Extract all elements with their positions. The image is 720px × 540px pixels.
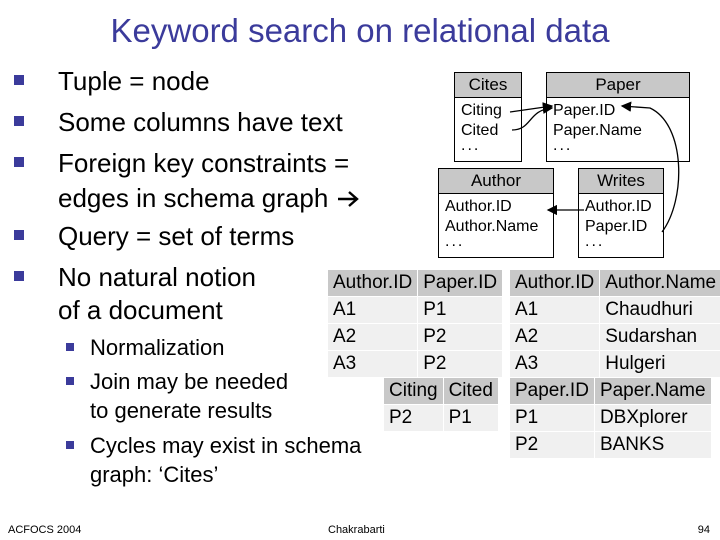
table-cell: A3	[328, 351, 418, 378]
column-header: Author.ID	[510, 270, 600, 297]
table-cell: Chaudhuri	[600, 297, 720, 324]
table-header-row	[510, 378, 711, 405]
sub-bullet: Normalization	[66, 333, 225, 362]
column-header: Author.ID	[328, 270, 418, 297]
sub-bullet-continuation: graph: ‘Cites’	[90, 462, 219, 487]
table-cell: A2	[510, 324, 600, 351]
footer-center: Chakrabarti	[328, 524, 385, 536]
table-row	[328, 297, 503, 324]
table-cell: DBXplorer	[594, 405, 711, 432]
table-row	[510, 351, 720, 378]
slide-title: Keyword search on relational data	[110, 12, 610, 49]
table-row	[510, 405, 711, 432]
sub-bullet-continuation: to generate results	[90, 398, 273, 423]
edge-writes-to-paper	[622, 106, 679, 232]
writes-table	[328, 270, 503, 378]
schema-node-cites: Cites Citing Cited ...	[454, 72, 522, 162]
table-cell: Sudarshan	[600, 324, 720, 351]
bullet: Tuple = node	[14, 64, 210, 98]
table-row	[510, 324, 720, 351]
sub-bullet: Join may be needed	[66, 367, 288, 396]
table-cell: P1	[443, 405, 498, 432]
table-header-row	[384, 378, 498, 405]
bullet: Some columns have text	[14, 105, 343, 139]
table-cell: P2	[418, 324, 503, 351]
cites-table	[384, 378, 499, 432]
table-cell: Hulgeri	[600, 351, 720, 378]
column-header: Paper.ID	[510, 378, 594, 405]
sub-bullet: Cycles may exist in schema	[66, 431, 361, 460]
schema-node-author: Author Author.ID Author.Name ...	[438, 168, 554, 258]
column-header: Cited	[443, 378, 498, 405]
column-header: Citing	[384, 378, 443, 405]
table-cell: P2	[418, 351, 503, 378]
footer-left: ACFOCS 2004	[8, 524, 82, 536]
author-table	[510, 270, 720, 378]
table-cell: A2	[328, 324, 418, 351]
table-row	[510, 297, 720, 324]
column-header: Author.Name	[600, 270, 720, 297]
bullet: No natural notion	[14, 260, 256, 294]
table-row	[384, 405, 498, 432]
schema-node-writes: Writes Author.ID Paper.ID ...	[578, 168, 664, 258]
bullet: Query = set of terms	[14, 219, 294, 253]
bullet-continuation: edges in schema graph	[58, 181, 362, 215]
table-cell: A1	[510, 297, 600, 324]
table-cell: A1	[328, 297, 418, 324]
table-row	[328, 324, 503, 351]
column-header: Paper.ID	[418, 270, 503, 297]
table-cell: A3	[510, 351, 600, 378]
paper-table	[510, 378, 712, 459]
page-number: 94	[697, 524, 710, 536]
bullet: Foreign key constraints =	[14, 146, 349, 180]
table-cell: P1	[418, 297, 503, 324]
table-header-row	[510, 270, 720, 297]
table-row	[510, 432, 711, 459]
table-cell: P2	[510, 432, 594, 459]
table-cell: P1	[510, 405, 594, 432]
table-header-row	[328, 270, 503, 297]
schema-node-paper: Paper Paper.ID Paper.Name ...	[546, 72, 690, 162]
column-header: Paper.Name	[594, 378, 711, 405]
bullet-continuation: of a document	[58, 295, 223, 325]
table-row	[328, 351, 503, 378]
table-cell: P2	[384, 405, 443, 432]
table-cell: BANKS	[594, 432, 711, 459]
